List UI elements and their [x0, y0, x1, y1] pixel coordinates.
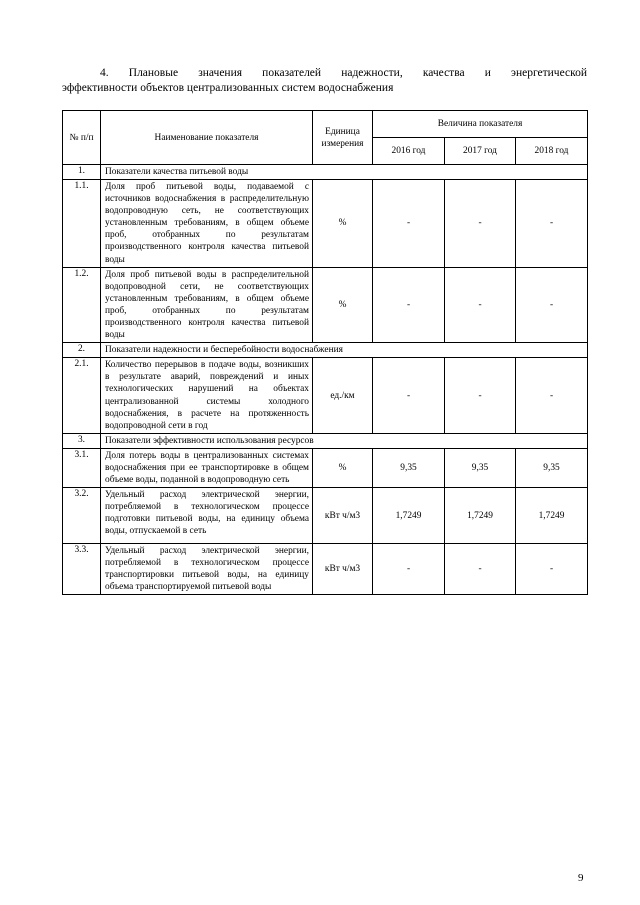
- value-2016: 9,35: [373, 448, 445, 487]
- row-number: 2.1.: [63, 358, 101, 434]
- header-year-2016: 2016 год: [373, 138, 445, 165]
- header-num: № п/п: [63, 111, 101, 165]
- table-row: [63, 165, 588, 180]
- indicator-name: Доля проб питьевой воды в распределительной водопроводной сети, не соответствующих установленным требованиям, в общем объеме проб, отобранных по результатам производственного контроля качества питьевой воды: [101, 267, 313, 343]
- value-2018: -: [516, 267, 588, 343]
- indicator-name: Доля проб питьевой воды, подаваемой с источников водоснабжения в распределительную водопроводную сеть, не соответствующих установленным требованиям, в общем объеме проб, отобранных по результатам производственного контроля качества питьевой воды: [101, 180, 313, 268]
- unit-cell: кВт ч/м3: [313, 488, 373, 544]
- row-number: 3.: [63, 433, 101, 448]
- row-number: 1.: [63, 165, 101, 180]
- header-year-2018: 2018 год: [516, 138, 588, 165]
- table-row: [63, 358, 588, 434]
- header-value: Величина показателя: [373, 111, 588, 138]
- unit-cell: %: [313, 267, 373, 343]
- row-number: 3.1.: [63, 448, 101, 487]
- row-number: 1.1.: [63, 180, 101, 268]
- unit-cell: %: [313, 180, 373, 268]
- value-2018: 9,35: [516, 448, 588, 487]
- heading-line-2: эффективности объектов централизованных систем водоснабжения: [62, 82, 394, 94]
- indicator-name: Удельный расход электрической энергии, потребляемой в технологическом процессе подготовки питьевой воды, на единицу объема воды, отпускаемой в сеть: [101, 488, 313, 544]
- value-2016: -: [373, 180, 445, 268]
- section-title: Показатели качества питьевой воды: [101, 165, 588, 180]
- value-2017: -: [445, 180, 516, 268]
- indicator-name: Доля потерь воды в централизованных системах водоснабжения при ее транспортировке в общем объеме воды, поданной в водопроводную сеть: [101, 448, 313, 487]
- table-row: [63, 343, 588, 358]
- row-number: 3.2.: [63, 488, 101, 544]
- section-title: Показатели надежности и бесперебойности водоснабжения: [101, 343, 588, 358]
- value-2017: -: [445, 544, 516, 595]
- table-row: [63, 544, 588, 595]
- value-2018: 1,7249: [516, 488, 588, 544]
- header-name: Наименование показателя: [101, 111, 313, 165]
- row-number: 3.3.: [63, 544, 101, 595]
- section-title: Показатели эффективности использования ресурсов: [101, 433, 588, 448]
- value-2018: -: [516, 358, 588, 434]
- value-2016: -: [373, 358, 445, 434]
- table-row: [63, 180, 588, 268]
- indicator-name: Удельный расход электрической энергии, потребляемой в технологическом процессе транспортировки питьевой воды, на единицу объема транспортируемой питьевой воды: [101, 544, 313, 595]
- table-row: [63, 267, 588, 343]
- table-row: [63, 488, 588, 544]
- header-year-2017: 2017 год: [445, 138, 516, 165]
- row-number: 2.: [63, 343, 101, 358]
- value-2017: 9,35: [445, 448, 516, 487]
- value-2018: -: [516, 180, 588, 268]
- table-row: [63, 448, 588, 487]
- value-2016: 1,7249: [373, 488, 445, 544]
- value-2017: -: [445, 267, 516, 343]
- page-number: 9: [578, 872, 584, 884]
- unit-cell: ед./км: [313, 358, 373, 434]
- unit-cell: %: [313, 448, 373, 487]
- value-2016: -: [373, 544, 445, 595]
- section-heading: [62, 66, 587, 96]
- row-number: 1.2.: [63, 267, 101, 343]
- value-2016: -: [373, 267, 445, 343]
- heading-line-1: 4. Плановые значения показателей надежности, качества и энергетической: [100, 67, 587, 79]
- value-2017: -: [445, 358, 516, 434]
- indicators-table: [62, 110, 588, 595]
- indicator-name: Количество перерывов в подаче воды, возникших в результате аварий, повреждений и иных технологических нарушений на объектах централизованной системы холодного водоснабжения, в расчете на протяженность водопроводной сети в год: [101, 358, 313, 434]
- value-2017: 1,7249: [445, 488, 516, 544]
- unit-cell: кВт ч/м3: [313, 544, 373, 595]
- value-2018: -: [516, 544, 588, 595]
- header-unit: Единица измерения: [313, 111, 373, 165]
- table-row: [63, 433, 588, 448]
